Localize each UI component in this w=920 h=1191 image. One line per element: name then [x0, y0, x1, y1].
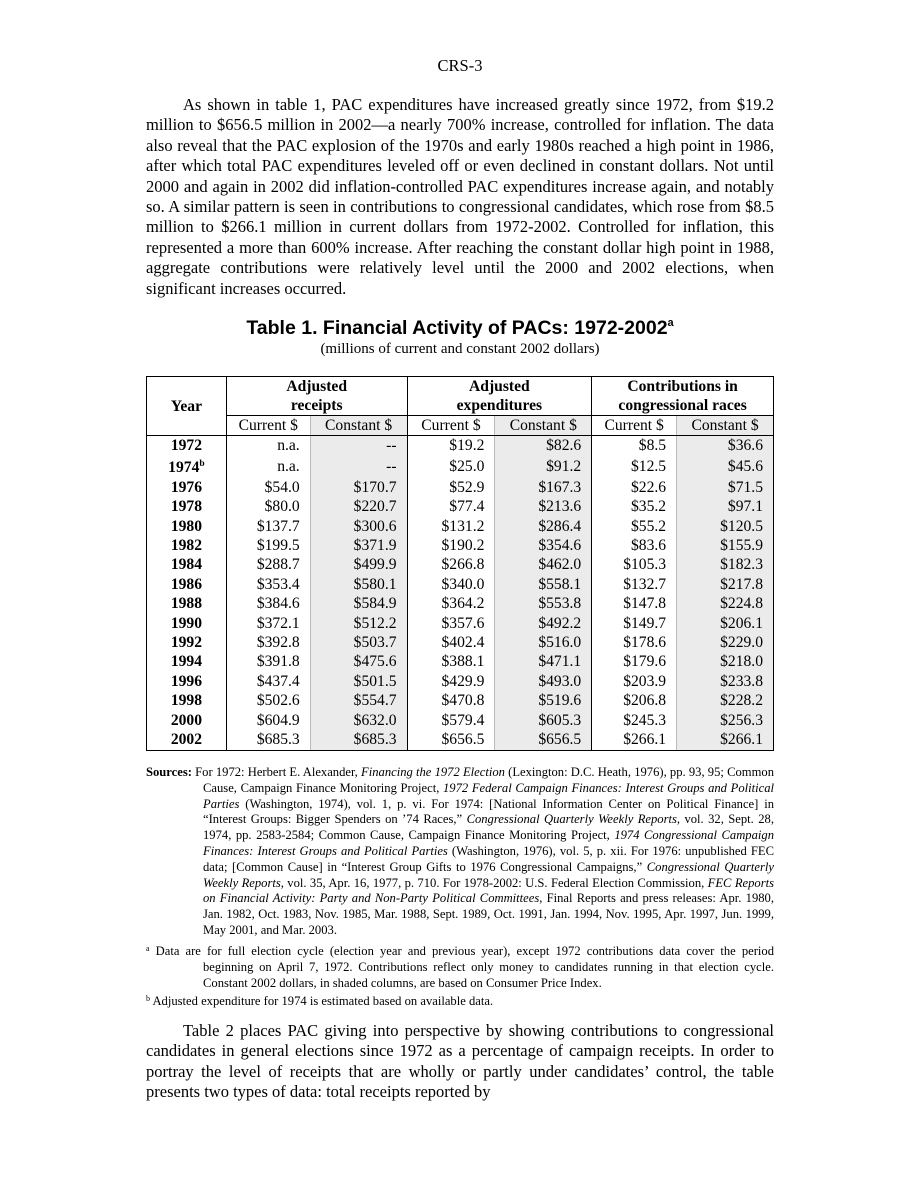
constant-dollars-header: Constant $	[495, 416, 592, 436]
current-dollars-header: Current $	[226, 416, 310, 436]
expenditures-current-cell: $402.4	[407, 633, 495, 652]
contributions-current-cell: $147.8	[592, 594, 677, 613]
receipts-constant-cell: $170.7	[310, 478, 407, 497]
expenditures-current-cell: $25.0	[407, 455, 495, 477]
contributions-current-cell: $179.6	[592, 652, 677, 671]
receipts-current-cell: $353.4	[226, 575, 310, 594]
year-cell: 1980	[147, 517, 227, 536]
table-row	[147, 575, 774, 594]
receipts-current-cell: $199.5	[226, 536, 310, 555]
expenditures-current-cell: $77.4	[407, 497, 495, 516]
year-cell: 1988	[147, 594, 227, 613]
receipts-constant-cell: $554.7	[310, 691, 407, 710]
receipts-current-cell: $372.1	[226, 614, 310, 633]
year-cell: 1996	[147, 672, 227, 691]
expenditures-current-cell: $52.9	[407, 478, 495, 497]
contributions-constant-cell: $256.3	[677, 711, 774, 730]
receipts-constant-cell: $220.7	[310, 497, 407, 516]
expenditures-current-cell: $364.2	[407, 594, 495, 613]
contributions-constant-cell: $120.5	[677, 517, 774, 536]
group-header-line: Adjusted	[469, 378, 530, 395]
contributions-current-cell: $35.2	[592, 497, 677, 516]
congressional-contributions-header	[592, 377, 774, 416]
expenditures-constant-cell: $553.8	[495, 594, 592, 613]
group-header-line: Contributions in	[627, 378, 738, 395]
contributions-constant-cell: $36.6	[677, 436, 774, 456]
expenditures-constant-cell: $471.1	[495, 652, 592, 671]
table-row	[147, 691, 774, 710]
receipts-constant-cell: $300.6	[310, 517, 407, 536]
expenditures-current-cell: $340.0	[407, 575, 495, 594]
contributions-constant-cell: $266.1	[677, 730, 774, 750]
year-cell: 2000	[147, 711, 227, 730]
receipts-current-cell: $54.0	[226, 478, 310, 497]
group-header-line: Adjusted	[286, 378, 347, 395]
receipts-constant-cell: --	[310, 455, 407, 477]
table-footnotes	[146, 941, 774, 1010]
year-cell: 1990	[147, 614, 227, 633]
receipts-constant-cell: $371.9	[310, 536, 407, 555]
expenditures-current-cell: $429.9	[407, 672, 495, 691]
contributions-constant-cell: $45.6	[677, 455, 774, 477]
expenditures-current-cell: $19.2	[407, 436, 495, 456]
contributions-constant-cell: $218.0	[677, 652, 774, 671]
group-header-line: congressional races	[618, 397, 747, 414]
receipts-constant-cell: $584.9	[310, 594, 407, 613]
expenditures-constant-cell: $91.2	[495, 455, 592, 477]
expenditures-current-cell: $357.6	[407, 614, 495, 633]
receipts-current-cell: $437.4	[226, 672, 310, 691]
expenditures-constant-cell: $516.0	[495, 633, 592, 652]
contributions-constant-cell: $229.0	[677, 633, 774, 652]
sources-label: Sources:	[146, 765, 192, 779]
year-cell: 1984	[147, 555, 227, 574]
year-cell: 1974$^b$	[147, 455, 227, 477]
contributions-constant-cell: $71.5	[677, 478, 774, 497]
year-cell: 1972	[147, 436, 227, 456]
contributions-current-cell: $12.5	[592, 455, 677, 477]
contributions-current-cell: $149.7	[592, 614, 677, 633]
receipts-current-cell: $288.7	[226, 555, 310, 574]
page-number: CRS-3	[437, 56, 483, 75]
table-row	[147, 672, 774, 691]
table-row	[147, 497, 774, 516]
constant-dollars-header: Constant $	[310, 416, 407, 436]
receipts-current-cell: $391.8	[226, 652, 310, 671]
table-row	[147, 555, 774, 574]
receipts-constant-cell: $685.3	[310, 730, 407, 750]
contributions-constant-cell: $155.9	[677, 536, 774, 555]
table-title-footnote-marker: a	[667, 317, 674, 329]
table-body	[147, 436, 774, 751]
table-row	[147, 455, 774, 477]
receipts-current-cell: $137.7	[226, 517, 310, 536]
group-header-line: expenditures	[456, 397, 543, 414]
contributions-constant-cell: $206.1	[677, 614, 774, 633]
contributions-constant-cell: $217.8	[677, 575, 774, 594]
receipts-constant-cell: $501.5	[310, 672, 407, 691]
receipts-current-cell: $685.3	[226, 730, 310, 750]
receipts-constant-cell: --	[310, 436, 407, 456]
expenditures-current-cell: $266.8	[407, 555, 495, 574]
table-row	[147, 711, 774, 730]
receipts-constant-cell: $475.6	[310, 652, 407, 671]
receipts-constant-cell: $580.1	[310, 575, 407, 594]
table-sources	[146, 765, 774, 939]
pac-financial-activity-table	[146, 376, 774, 751]
contributions-current-cell: $266.1	[592, 730, 677, 750]
expenditures-current-cell: $190.2	[407, 536, 495, 555]
expenditures-constant-cell: $167.3	[495, 478, 592, 497]
current-dollars-header: Current $	[592, 416, 677, 436]
contributions-current-cell: $206.8	[592, 691, 677, 710]
group-header-line: receipts	[290, 397, 343, 414]
contributions-current-cell: $245.3	[592, 711, 677, 730]
footnote-a-marker: a	[146, 944, 150, 953]
constant-dollars-header: Constant $	[677, 416, 774, 436]
table-title	[0, 317, 920, 340]
contributions-constant-cell: $228.2	[677, 691, 774, 710]
receipts-current-cell: $502.6	[226, 691, 310, 710]
table-row	[147, 652, 774, 671]
table-subtitle: (millions of current and constant 2002 dollars)	[320, 341, 600, 357]
contributions-constant-cell: $182.3	[677, 555, 774, 574]
table-row	[147, 517, 774, 536]
receipts-current-cell: $604.9	[226, 711, 310, 730]
expenditures-constant-cell: $213.6	[495, 497, 592, 516]
current-dollars-header: Current $	[407, 416, 495, 436]
contributions-constant-cell: $233.8	[677, 672, 774, 691]
table-row	[147, 730, 774, 750]
table-row	[147, 633, 774, 652]
adjusted-receipts-header	[226, 377, 407, 416]
adjusted-expenditures-header	[407, 377, 592, 416]
expenditures-current-cell: $579.4	[407, 711, 495, 730]
expenditures-current-cell: $388.1	[407, 652, 495, 671]
contributions-current-cell: $83.6	[592, 536, 677, 555]
table-row	[147, 614, 774, 633]
table-row	[147, 536, 774, 555]
receipts-constant-cell: $632.0	[310, 711, 407, 730]
year-column-header: Year	[147, 377, 227, 436]
expenditures-constant-cell: $354.6	[495, 536, 592, 555]
expenditures-constant-cell: $605.3	[495, 711, 592, 730]
table2-intro-paragraph: Table 2 places PAC giving into perspective by showing contributions to congressional candidates in general elections since 1972 as a percentage of campaign receipts. In order to portray the level of receipts that are wholly or partly under candidates’ control, the table presents two types of data: total receipts reported by	[146, 1021, 774, 1102]
year-cell: 1976	[147, 478, 227, 497]
year-cell: 1982	[147, 536, 227, 555]
footnote-marker: b	[199, 459, 205, 470]
contributions-constant-cell: $224.8	[677, 594, 774, 613]
contributions-current-cell: $105.3	[592, 555, 677, 574]
year-cell: 1994	[147, 652, 227, 671]
contributions-constant-cell: $97.1	[677, 497, 774, 516]
contributions-current-cell: $8.5	[592, 436, 677, 456]
contributions-current-cell: $178.6	[592, 633, 677, 652]
receipts-constant-cell: $499.9	[310, 555, 407, 574]
sources-paragraph: Sources: For 1972: Herbert E. Alexander, Financing the 1972 Election (Lexington: D.C. Heath, 1976), pp. 93, 95; Common Cause, Campaign Finance Monitoring Project, 1972 Federal Campaign Finances: Interest Groups and Political Parties (Washington, 1974), vol. 1, p. vi. For 1974: [National Information Center on Political Finance] in “Interest Groups: Bigger Spenders on ’74 Races,” Congressional Quarterly Weekly Reports, vol. 32, Sept. 28, 1974, pp. 2583-2584; Common Cause, Campaign Finance Monitoring Project, 1974 Congressional Campaign Finances: Interest Groups and Political Parties (Washington, 1976), vol. 5, p. xii. For 1976: unpublished FEC data; [Common Cause] in “Interest Group Gifts to 1976 Congressional Campaigns,” Congressional Quarterly Weekly Reports, vol. 35, Apr. 16, 1977, p. 710. For 1978-2002: U.S. Federal Election Commission, FEC Reports on Financial Activity: Party and Non-Party Political Committees, Final Reports and press releases: Apr. 1980, Jan. 1982, Oct. 1983, Nov. 1985, Mar. 1988, Sept. 1989, Oct. 1991, Jan. 1994, Nov. 1995, Apr. 1997, Jun. 1999, May 2001, and Mar. 2003.	[146, 765, 775, 937]
expenditures-constant-cell: $286.4	[495, 517, 592, 536]
receipts-current-cell: $384.6	[226, 594, 310, 613]
intro-paragraph: As shown in table 1, PAC expenditures have increased greatly since 1972, from $19.2 million to $656.5 million in 2002—a nearly 700% increase, controlled for inflation. The data also reveal that the PAC explosion of the 1970s and early 1980s reached a high point in 1986, after which total PAC expenditures leveled off or even declined in constant dollars. Not until 2000 and again in 2002 did inflation-controlled PAC expenditures increase again, and notably so. A similar pattern is seen in contributions to congressional candidates, which rose from $8.5 million to $266.1 million in current dollars from 1972-2002. Controlled for inflation, this represented a more than 600% increase. After reaching the constant dollar high point in 1988, aggregate contributions were relatively level until the 2000 and 2002 elections, when significant increases occurred.	[146, 95, 774, 298]
table-row	[147, 478, 774, 497]
year-cell: 1992	[147, 633, 227, 652]
contributions-current-cell: $55.2	[592, 517, 677, 536]
expenditures-constant-cell: $493.0	[495, 672, 592, 691]
year-cell: 1986	[147, 575, 227, 594]
table-row	[147, 594, 774, 613]
year-cell: 1978	[147, 497, 227, 516]
expenditures-constant-cell: $82.6	[495, 436, 592, 456]
footnote-b: $^b$ Adjusted expenditure for 1974 is estimated based on available data.	[146, 994, 494, 1009]
table-title-text: Table 1. Financial Activity of PACs: 1972-2002	[246, 317, 668, 339]
footnote-a: $^a$ Data are for full election cycle (election year and previous year), except 1972 contributions data cover the period beginning on April 7, 1972. Contributions reflect only money to candidates running in that election cycle. Constant 2002 dollars, in shaded columns, are based on Consumer Price Index.	[146, 944, 774, 990]
year-cell: 2002	[147, 730, 227, 750]
expenditures-constant-cell: $656.5	[495, 730, 592, 750]
expenditures-constant-cell: $462.0	[495, 555, 592, 574]
expenditures-constant-cell: $558.1	[495, 575, 592, 594]
receipts-current-cell: n.a.	[226, 455, 310, 477]
contributions-current-cell: $22.6	[592, 478, 677, 497]
table-row	[147, 436, 774, 456]
expenditures-constant-cell: $492.2	[495, 614, 592, 633]
receipts-current-cell: n.a.	[226, 436, 310, 456]
expenditures-current-cell: $656.5	[407, 730, 495, 750]
receipts-constant-cell: $503.7	[310, 633, 407, 652]
contributions-current-cell: $203.9	[592, 672, 677, 691]
expenditures-current-cell: $131.2	[407, 517, 495, 536]
receipts-current-cell: $392.8	[226, 633, 310, 652]
receipts-constant-cell: $512.2	[310, 614, 407, 633]
receipts-current-cell: $80.0	[226, 497, 310, 516]
year-cell: 1998	[147, 691, 227, 710]
expenditures-constant-cell: $519.6	[495, 691, 592, 710]
contributions-current-cell: $132.7	[592, 575, 677, 594]
expenditures-current-cell: $470.8	[407, 691, 495, 710]
footnote-b-marker: b	[146, 994, 150, 1004]
